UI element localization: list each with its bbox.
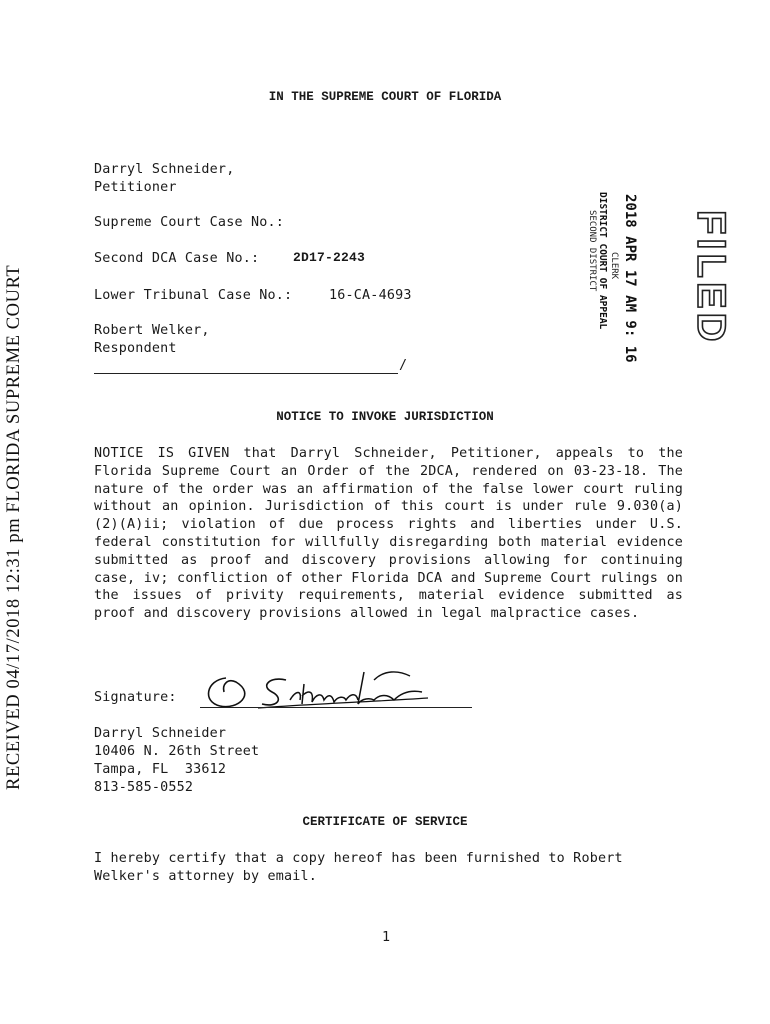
dca-case-label: Second DCA Case No.: bbox=[94, 251, 260, 266]
signature-label: Signature: bbox=[94, 690, 177, 705]
dca-case-value: 2D17-2243 bbox=[293, 250, 366, 265]
filed-stamp-date: 2018 APR 17 AM 9: 16 bbox=[622, 194, 638, 363]
filed-stamp-big: FILED bbox=[689, 210, 733, 346]
address-phone: 813-585-0552 bbox=[94, 780, 194, 795]
petitioner-role: Petitioner bbox=[94, 180, 177, 195]
received-stamp: RECEIVED 04/17/2018 12:31 pm FLORIDA SUPREME COURT bbox=[4, 264, 24, 790]
address-name: Darryl Schneider bbox=[94, 726, 227, 741]
address-city: Tampa, FL 33612 bbox=[94, 762, 227, 777]
respondent-name: Robert Welker, bbox=[94, 323, 210, 338]
filed-stamp-clerk: CLERK bbox=[609, 252, 619, 280]
caption-rule bbox=[94, 373, 398, 374]
lower-case-value: 16-CA-4693 bbox=[329, 288, 412, 303]
notice-heading: NOTICE TO INVOKE JURISDICTION bbox=[276, 410, 494, 424]
filed-stamp-court: DISTRICT COURT OF APPEAL bbox=[597, 192, 608, 330]
address-street: 10406 N. 26th Street bbox=[94, 744, 260, 759]
caption-slash: / bbox=[399, 358, 408, 373]
petitioner-name: Darryl Schneider, bbox=[94, 162, 235, 177]
page-number: 1 bbox=[382, 930, 391, 945]
notice-body: NOTICE IS GIVEN that Darryl Schneider, Petitioner, appeals to the Florida Supreme Court an Order of the 2DCA, rendered on 03-23-18. The nature of the order was an affirmation of the false lower court ruling without an opinion. Jurisdiction of this court is under rule 9.030(a)(2)(A)ii; violation of due process rights and liberties under U.S. federal constitution for willfully disregarding both material evidence submitted as proof and discovery provisions allowing for continuing case, iv; confliction of other Florida DCA and Supreme Court rulings on the issues of privity requirements, material evidence submitted as proof and discovery provisions allowed in legal malpractice cases. bbox=[94, 446, 683, 622]
court-title: IN THE SUPREME COURT OF FLORIDA bbox=[268, 90, 502, 104]
signature-line bbox=[200, 707, 472, 708]
filed-stamp-district: SECOND DISTRICT bbox=[587, 210, 597, 292]
certificate-heading: CERTIFICATE OF SERVICE bbox=[302, 815, 468, 829]
lower-case-label: Lower Tribunal Case No.: bbox=[94, 288, 293, 303]
respondent-role: Respondent bbox=[94, 341, 177, 356]
certificate-body: I hereby certify that a copy hereof has been furnished to Robert Welker's attorney by email. bbox=[94, 851, 623, 884]
filed-stamp bbox=[575, 190, 735, 363]
supreme-case-label: Supreme Court Case No.: bbox=[94, 215, 285, 230]
